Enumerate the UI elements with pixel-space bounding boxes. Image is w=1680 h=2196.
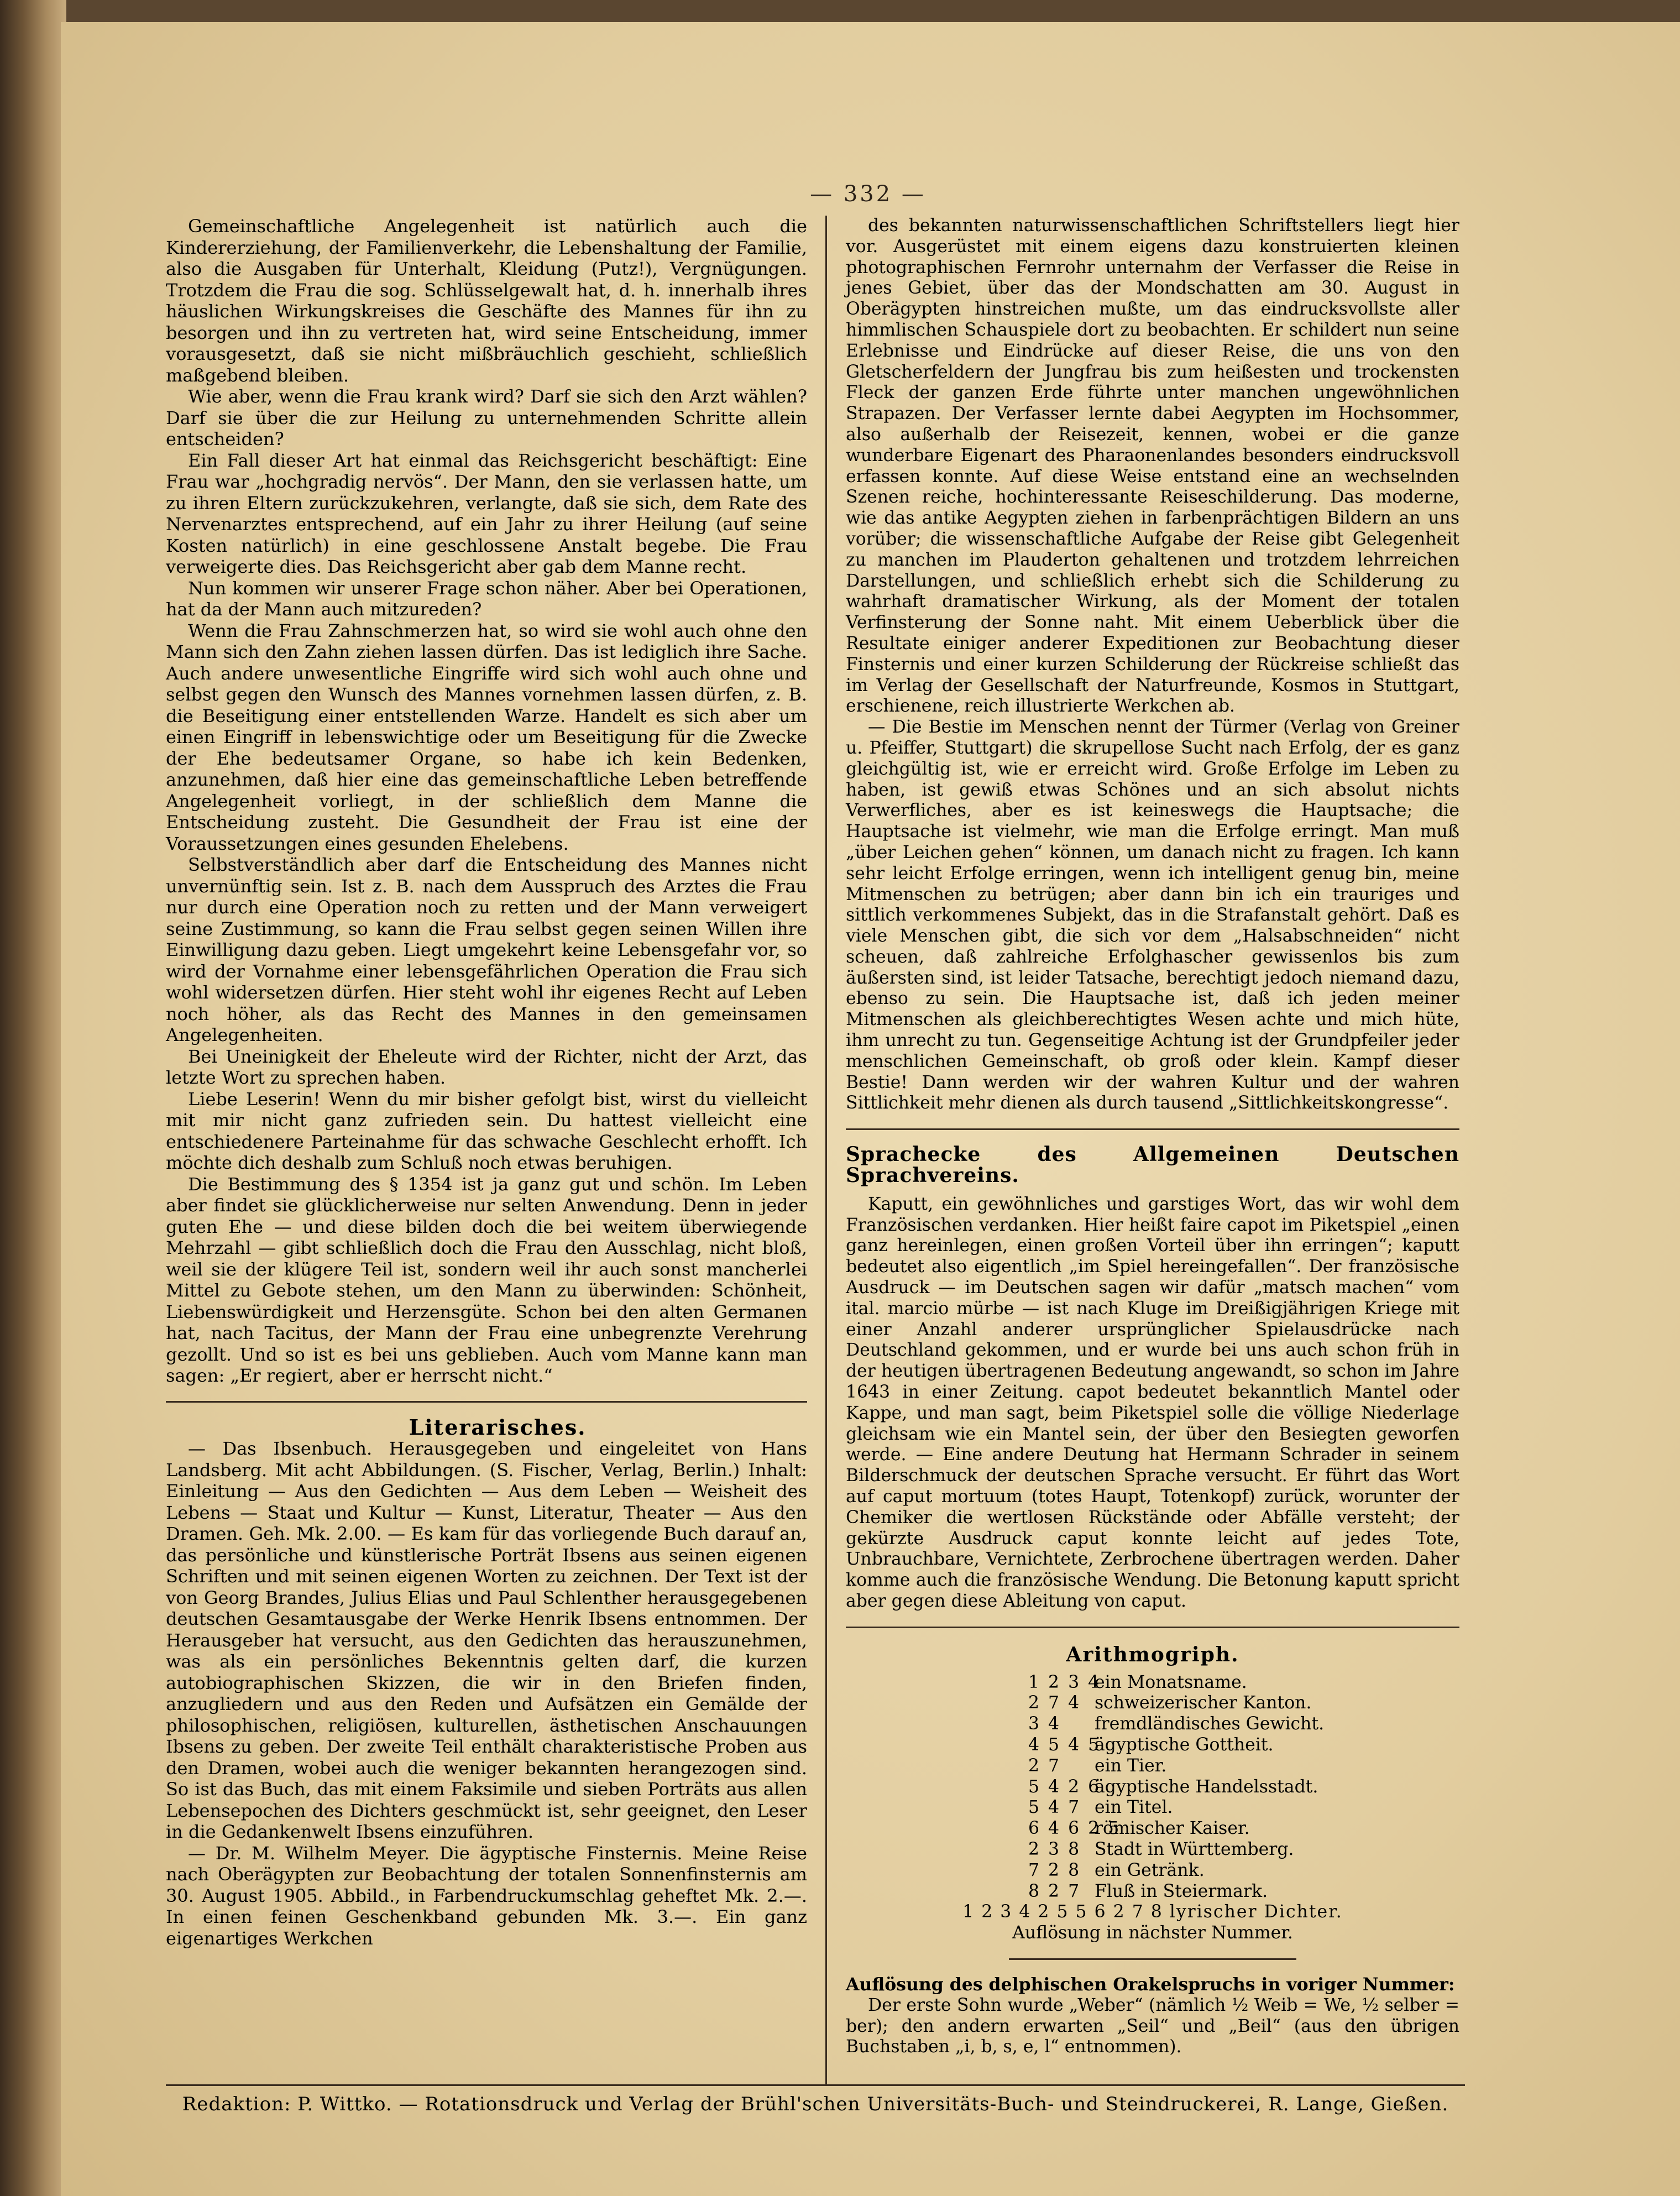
arithmogriph-final-row: 1 2 3 4 2 5 5 6 2 7 8 lyrischer Dichter. — [962, 1902, 1343, 1922]
arithmogriph-note: Auflösung in nächster Nummer. — [1012, 1923, 1293, 1943]
section-divider — [166, 1401, 807, 1403]
right-column — [846, 216, 1459, 2058]
arithmogriph-row: 3 4 fremdländisches Gewicht. — [1028, 1714, 1325, 1734]
arithmogriph-row: 8 2 7 Fluß in Steiermark. — [1028, 1881, 1268, 1901]
article-paragraph: Gemeinschaftliche Angelegenheit ist natürlich auch die Kindererziehung, der Familienverkehr, die Lebenshaltung der Familie, also die Ausgaben für Unterhalt, Kleidung (Putz!), Vergnügungen. Trotzdem die Frau die sog. Schlüsselgewalt hat, d. h. innerhalb ihres häuslichen Wirkungskreises die Geschäfte des Mannes für ihn zu besorgen und ihn zu vertreten hat, wird seine Entscheidung, immer vorausgesetzt, daß sie nicht mißbräuchlich geschieht, schließlich maßgebend bleiben. — [166, 216, 807, 386]
article-paragraph: Bei Uneinigkeit der Eheleute wird der Richter, nicht der Arzt, das letzte Wort zu sprechen haben. — [166, 1045, 807, 1088]
page-number: — 332 — — [810, 181, 926, 207]
section-divider — [846, 1128, 1459, 1130]
arithmogriph-row: 5 4 2 6 ägyptische Handelsstadt. — [1028, 1776, 1318, 1797]
review-paragraph: — Das Ibsenbuch. Herausgegeben und eingeleitet von Hans Landsberg. Mit acht Abbildungen. (S. Fischer, Verlag, Berlin.) Inhalt: Einleitung — Aus den Gedichten — Aus dem Leben — Weisheit des Lebens — Staat und Kultur — Kunst, Literatur, Theater — Aus den Dramen. Geh. Mk. 2.00. — Es kam für das vorliegende Buch darauf an, das persönliche und künstlerische Porträt Ibsens aus seinen eigenen Schriften und mit seinen eigenen Worten zu zeichnen. Der Text ist der von Georg Brandes, Julius Elias und Paul Schlenther herausgegebenen deutschen Gesamtausgabe der Werke Henrik Ibsens entnommen. Der Herausgeber hat versucht, aus den Gedichten das herauszunehmen, was als ein persönliches Bekenntnis gelten darf, die kurzen autobiographischen Skizzen, die wir in den Briefen finden, anzugliedern und aus den Reden und Aufsätzen ein Gemälde der philosophischen, religiösen, kulturellen, ästhetischen Anschauungen Ibsens zu geben. Der zweite Teil enthält charakteristische Proben aus den Dramen, wobei auch die weniger bekannten herangezogen sind. So ist das Buch, das mit einem Faksimile und sieben Porträts aus allen Lebensepochen des Dichters geschmückt ist, sehr geeignet, den Leser in die Gedankenwelt Ibsens einzuführen. — [166, 1438, 807, 1842]
book-binding-edge — [0, 0, 66, 2196]
literary-heading: Literarisches. — [409, 1414, 587, 1440]
section-divider — [1009, 1958, 1296, 1960]
arithmogriph-row: 1 2 3 4 ein Monatsname. — [1028, 1672, 1247, 1692]
section-divider — [846, 1627, 1459, 1628]
arithmogriph-row: 5 4 7 ein Titel. — [1028, 1797, 1173, 1818]
article-paragraph: Die Bestimmung des § 1354 ist ja ganz gut und schön. Im Leben aber findet sie glücklicherweise nur selten Anwendung. Denn in jeder guten Ehe — und diese bilden doch die bei weitem überwiegende Mehrzahl — gibt schließlich doch die Frau den Ausschlag, nicht bloß, weil sie der klügere Teil ist, sondern weil ihr auch sonst mancherlei Mittel zu Gebote stehen, um den Mann zu überwinden: Schönheit, Liebenswürdigkeit und Herzensgüte. Schon bei den alten Germanen hat, nach Tacitus, der Mann der Frau eine unbegrenzte Verehrung gezollt. Und so ist es bei uns geblieben. Auch vom Manne kann man sagen: „Er regiert, aber er herrscht nicht.“ — [166, 1173, 807, 1386]
article-paragraph: Ein Fall dieser Art hat einmal das Reichsgericht beschäftigt: Eine Frau war „hochgradig nervös“. Der Mann, den sie verlassen hatte, um zu ihren Eltern zurückzukehren, verlangte, daß sie sich, dem Rate des Nervenarztes entsprechend, auf ein Jahr zu ihrer Heilung (auf seine Kosten natürlich) in eine geschlossene Anstalt begebe. Die Frau verweigerte dies. Das Reichsgericht aber gab dem Manne recht. — [166, 449, 807, 577]
arithmogriph-heading: Arithmogriph. — [1066, 1643, 1239, 1666]
sprachecke-heading: Sprachecke des Allgemeinen Deutschen Sprachvereins. — [846, 1143, 1459, 1188]
arithmogriph-row: 7 2 8 ein Getränk. — [1028, 1860, 1205, 1880]
article-paragraph: Wenn die Frau Zahnschmerzen hat, so wird sie wohl auch ohne den Mann sich den Zahn ziehen lassen dürfen. Das ist lediglich ihre Sache. Auch andere unwesentliche Eingriffe wird sich wohl auch ohne und selbst gegen den Wunsch des Mannes vornehmen lassen dürfen, z. B. die Beseitigung einer entstellenden Warze. Handelt es sich aber um einen Eingriff in lebenswichtige oder um Beseitigung für die Zwecke der Ehe bedeutsamer Organe, so habe ich kein Bedenken, anzunehmen, daß hier eine das gemeinschaftliche Leben betreffende Angelegenheit vorliegt, in der schließlich dem Manne die Entscheidung zusteht. Die Gesundheit der Frau ist eine der Voraussetzungen eines gesunden Ehelebens. — [166, 620, 807, 854]
arithmogriph-list — [1028, 1672, 1459, 1902]
arithmogriph-row: 2 3 8 Stadt in Württemberg. — [1028, 1839, 1294, 1859]
review-paragraph: — Die Bestie im Menschen nennt der Türmer (Verlag von Greiner u. Pfeiffer, Stuttgart) die skrupellose Sucht nach Erfolg, der es ganz gleichgültig ist, wie er erreicht wird. Große Erfolge im Leben zu haben, ist gewiß etwas Schönes und an sich absolut nichts Verwerfliches, aber es ist keineswegs die Hauptsache; die Hauptsache ist vielmehr, wie man die Erfolge erringt. Man muß „über Leichen gehen“ können, um danach nicht zu fragen. Ich kann sehr leicht Erfolge erringen, wenn ich intelligent genug bin, meine Mitmenschen zu betrügen; aber dann bin ich ein trauriges und sittlich verkommenes Subjekt, das in die Strafanstalt gehört. Daß es viele Menschen gibt, die sich vor dem „Halsabschneiden“ nicht scheuen, daß zahlreiche Erfolghascher gewissenlos bis zum äußersten sind, ist leider Tatsache, berechtigt jedoch niemand dazu, ebenso zu sein. Die Hauptsache ist, daß ich jeden meiner Mitmenschen als gleichberechtigtes Wesen achte und mich hüte, ihm unrecht zu tun. Gegenseitige Achtung ist der Grundpfeiler jeder menschlichen Gemeinschaft, ob groß oder klein. Kampf dieser Bestie! Dann werden wir der wahren Kultur und der wahren Sittlichkeit mehr dienen als durch tausend „Sittlichkeitskongresse“. — [846, 717, 1459, 1113]
article-paragraph: Liebe Leserin! Wenn du mir bisher gefolgt bist, wirst du vielleicht mit mir nicht ganz zufrieden sein. Du hattest vielleicht eine entschiedenere Parteinahme für das schwache Geschlecht erhofft. Ich möchte dich deshalb zum Schluß noch etwas beruhigen. — [166, 1088, 807, 1173]
column-divider — [825, 216, 827, 2084]
review-paragraph: — Dr. M. Wilhelm Meyer. Die ägyptische Finsternis. Meine Reise nach Oberägypten zur Beobachtung der totalen Sonnenfinsternis am 30. August 1905. Abbild., in Farbendruckumschlag geheftet Mk. 2.—. In einen feinen Geschenkband gebunden Mk. 3.—. Ein ganz eigenartiges Werkchen — [166, 1842, 807, 1949]
review-paragraph: des bekannten naturwissenschaftlichen Schriftstellers liegt hier vor. Ausgerüstet mit einem eigens dazu konstruierten kleinen photographischen Fernrohr unternahm der Verfasser die Reise in jenes Gebiet, über das der Mondschatten am 30. August in Oberägypten hinstreichen mußte, um das eindrucksvollste aller himmlischen Schauspiele dort zu beobachten. Er schildert nun seine Erlebnisse und Eindrücke auf dieser Reise, die uns von den Gletscherfeldern der Jungfrau bis zum heißesten und trockensten Fleck der ganzen Erde führte unter manchen ungewöhnlichen Strapazen. Der Verfasser lernte dabei Aegypten im Hochsommer, also außerhalb der Reisezeit, kennen, wobei er die ganze wunderbare Eigenart des Pharaonenlandes besonders eindrucksvoll erfassen konnte. Auf diese Weise entstand eine an wechselnden Szenen reiche, hochinteressante Reiseschilderung. Das moderne, wie das antike Aegypten ziehen in farbenprächtigen Bildern an uns vorüber; die wissenschaftliche Aufgabe der Reise gibt Gelegenheit zu manchen im Plauderton gehaltenen und trotzdem lehrreichen Darstellungen, und schließlich erhebt sich die Schilderung zu wahrhaft dramatischer Wirkung, als der Moment der totalen Verfinsterung der Sonne naht. Mit einem Ueberblick über die Resultate einiger anderer Expeditionen zur Beobachtung dieser Finsternis und einer kurzen Schilderung der Rückreise schließt das im Verlag der Gesellschaft der Naturfreunde, Kosmos in Stuttgart, erschienene, reich illustrierte Werkchen ab. — [846, 216, 1459, 717]
arithmogriph-row: 4 5 4 5 ägyptische Gottheit. — [1028, 1734, 1274, 1755]
arithmogriph-row: 2 7 4 schweizerischer Kanton. — [1028, 1693, 1312, 1713]
footer-divider — [166, 2084, 1465, 2086]
solution-heading: Auflösung des delphischen Orakelspruchs in voriger Nummer: — [846, 1974, 1455, 1995]
sprachecke-paragraph: Kaputt, ein gewöhnliches und garstiges Wort, das wir wohl dem Französischen verdanken. Hier heißt faire capot im Piketspiel „einen ganz hereinlegen, einen großen Vorteil über ihn erringen“; kaputt bedeutet also eigentlich „im Spiel hereingefallen“. Der französische Ausdruck — im Deutschen sagen wir dafür „matsch machen“ vom ital. marcio mürbe — ist nach Kluge im Dreißigjährigen Kriege mit einer Anzahl anderer ursprünglicher Spielausdrücke nach Deutschland gekommen, und er wurde bei uns auch schon früh in der heutigen übertragenen Bedeutung angewandt, so schon im Jahre 1643 in einer Zeitung. capot bedeutet bekanntlich Mantel oder Kappe, und man sagt, beim Piketspiel solle die völlige Niederlage gleichsam wie ein Mantel sein, der über den Besiegten geworfen werde. — Eine andere Deutung hat Hermann Schrader in seinem Bilderschmuck der deutschen Sprache versucht. Er führt das Wort auf caput mortuum (totes Haupt, Totenkopf) zurück, worunter der Chemiker die wertlosen Rückstände oder Abfälle versteht; der gekürzte Ausdruck caput konnte leicht auf jedes Tote, Unbrauchbare, Vernichtete, Zerbrochene übertragen werden. Daher komme auch die französische Wendung. Die Betonung kaputt spricht aber gegen diese Ableitung von caput. — [846, 1194, 1459, 1611]
imprint-footer: Redaktion: P. Wittko. — Rotationsdruck und Verlag der Brühl'schen Universitäts-Buch- und Steindruckerei, R. Lange, Gießen. — [182, 2093, 1449, 2115]
article-paragraph: Selbstverständlich aber darf die Entscheidung des Mannes nicht unvernünftig sein. Ist z. B. nach dem Ausspruch des Arztes die Frau nur durch eine Operation noch zu retten und der Mann verweigert seine Zustimmung, so kann die Frau selbst gegen seinen Willen ihre Einwilligung dazu geben. Liegt umgekehrt keine Lebensgefahr vor, so wird der Vornahme einer lebensgefährlichen Operation die Frau sich wohl widersetzen dürfen. Hier steht wohl ihr eigenes Recht auf Leben noch höher, als das Recht des Mannes in den gemeinsamen Angelegenheiten. — [166, 854, 807, 1045]
article-paragraph: Wie aber, wenn die Frau krank wird? Darf sie sich den Arzt wählen? Darf sie über die zur Heilung zu unternehmenden Schritte allein entscheiden? — [166, 386, 807, 449]
left-column — [166, 216, 807, 1949]
solution-paragraph: Der erste Sohn wurde „Weber“ (nämlich ½ Weib = We, ½ selber = ber); den andern erwarten „Seil“ und „Beil“ (aus den übrigen Buchstaben „i, b, s, e, l“ entnommen). — [846, 1995, 1459, 2057]
article-paragraph: Nun kommen wir unserer Frage schon näher. Aber bei Operationen, hat da der Mann auch mitzureden? — [166, 577, 807, 620]
arithmogriph-row: 6 4 6 2 5 römischer Kaiser. — [1028, 1818, 1250, 1839]
arithmogriph-row: 2 7 ein Tier. — [1028, 1755, 1167, 1776]
